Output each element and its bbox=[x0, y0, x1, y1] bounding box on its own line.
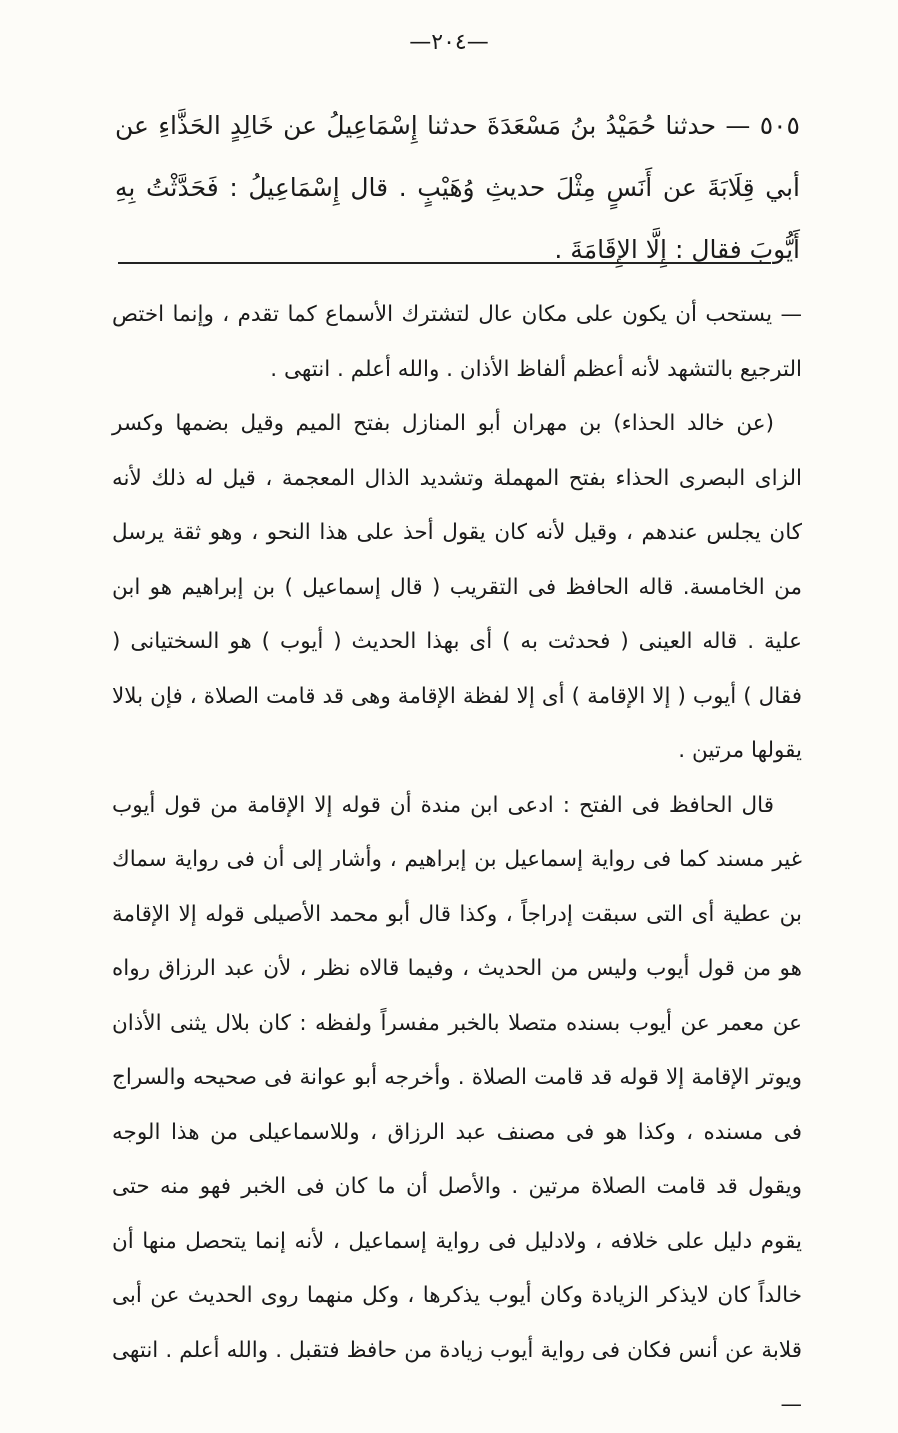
footnote-divider bbox=[118, 262, 771, 264]
commentary-section bbox=[112, 288, 802, 1433]
commentary-paragraph: — يستحب أن يكون على مكان عال لتشترك الأسماع كما تقدم ، وإنما اختص الترجيع بالتشهد لأنه أعظم ألفاظ الأذان . والله أعلم . انتهى . bbox=[112, 302, 802, 382]
commentary-paragraph: قال الحافظ فى الفتح : ادعى ابن مندة أن قوله إلا الإقامة من قول أيوب غير مسند كما فى رواية إسماعيل بن إبراهيم ، وأشار إلى أن فى رواية سماك بن عطية أى التى سبقت إدراجاً ، وكذا قال أبو محمد الأصيلى قوله إلا الإقامة هو من قول أيوب وليس من الحديث ، وفيما قالاه نظر ، لأن عبد الرزاق رواه عن معمر عن أيوب بسنده متصلا بالخبر مفسراً ولفظه : كان بلال يثنى الأذان ويوتر الإقامة إلا قوله قد قامت الصلاة . وأخرجه أبو عوانة فى صحيحه والسراج فى مسنده ، وكذا هو فى مصنف عبد الرزاق ، وللاسماعيلى من هذا الوجه ويقول قد قامت الصلاة مرتين . والأصل أن ما كان فى الخبر فهو منه حتى يقوم دليل على خلافه ، ولادليل فى رواية إسماعيل ، لأنه إنما يتحصل منها أن خالداً كان لايذكر الزيادة وكان أيوب يذكرها ، وكل منهما روى الحديث عن أبى قلابة عن أنس فكان فى رواية أيوب زيادة من حافظ فتقبل . والله أعلم . انتهى — bbox=[112, 792, 802, 1417]
commentary-paragraph: (عن خالد الحذاء) بن مهران أبو المنازل بفتح الميم وقيل بضمها وكسر الزاى البصرى الحذاء بفتح المهملة وتشديد الذال المعجمة ، قيل له ذلك لأنه كان يجلس عندهم ، وقيل لأنه كان يقول أحذ على هذا النحو ، وهو ثقة يرسل من الخامسة. قاله الحافظ فى التقريب ( قال إسماعيل ) بن إبراهيم هو ابن علية . قاله العينى ( فحدثت به ) أى بهذا الحديث ( أيوب ) هو السختيانى ( فقال ) أيوب ( إلا الإقامة ) أى إلا لفظة الإقامة وهى قد قامت الصلاة ، فإن بلالا يقولها مرتين . bbox=[112, 411, 802, 763]
page-number: —٢٠٤— bbox=[409, 30, 489, 55]
hadith-text: ٥٠٥ — حدثنا حُمَيْدُ بنُ مَسْعَدَةَ حدثنا إِسْمَاعِيلُ عن خَالِدٍ الحَذَّاءِ عن أبي قِلَابَةَ عن أَنَسٍ مِثْلَ حديثِ وُهَيْبٍ . قال إِسْمَاعِيلُ : فَحَدَّثْتُ بِهِ أَيُّوبَ فقال : إِلَّا الإِقَامَةَ . bbox=[115, 111, 800, 264]
